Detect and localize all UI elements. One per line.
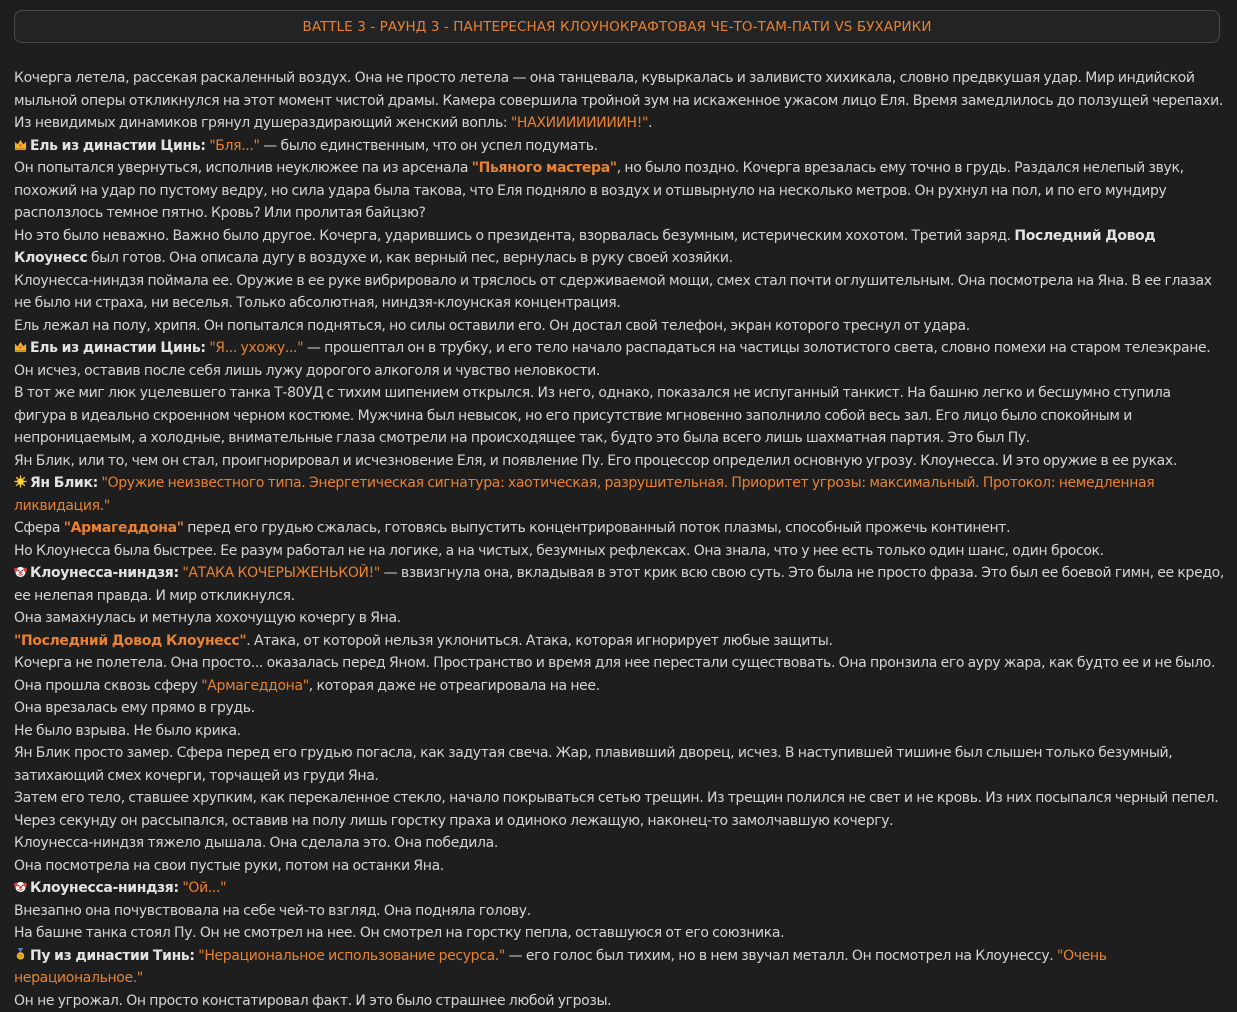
story-paragraph: Ель лежал на полу, хрипя. Он попытался подняться, но силы оставили его. Он достал свой телефон, экран которого треснул от удара. — [14, 315, 1226, 338]
page-title: BATTLE 3 - РАУНД 3 - ПАНТЕРЕСНАЯ КЛОУНОКРАФТОВАЯ ЧЕ-ТО-ТАМ-ПАТИ VS БУХАРИКИ — [302, 19, 931, 35]
story-paragraph — [14, 225, 1226, 270]
speaker-name: Ель из династии Цинь: — [30, 340, 206, 356]
quote: "Последний Довод Клоунесс" — [14, 633, 246, 649]
narration: — взвизгнула она, вкладывая в этот крик всю свою суть. Это была не просто фраза. Это был ее боевой гимн, ее кредо, ее нелепая правда. И мир откликнулся. — [14, 565, 1224, 604]
quote: "Армагеддона" — [201, 678, 309, 694]
narration: был готов. Она описала дугу в воздухе и, как верный пес, вернулась в руку своей хозяйки. — [87, 250, 732, 266]
narration: . — [648, 115, 652, 131]
narration: Кочерга летела, рассекая раскаленный воздух. Она не просто летела — она танцевала, кувыркалась и заливисто хихикала, словно предвкушая удар. Мир индийской мыльной оперы откликнулся на этот момент чистой драмы. Камера совершила тройной зум на искаженное ужасом лицо Еля. Время замедлилось до ползущей черепахи. Из невидимых динамиков грянул душераздирающий женский вопль: — [14, 70, 1223, 131]
story-paragraph: Ян Блик просто замер. Сфера перед его грудью погасла, как задутая свеча. Жар, плавивший дворец, исчез. В наступившей тишине был слышен только безумный, затихающий смех кочерги, торчащей из груди Яна. — [14, 742, 1226, 787]
story-paragraph — [14, 652, 1226, 697]
story-paragraph — [14, 517, 1226, 540]
narration: перед его грудью сжалась, готовясь выпустить концентрированный поток плазмы, способный прожечь континент. — [184, 520, 1011, 536]
quote: "Армагеддона" — [64, 520, 184, 536]
story-paragraph: Ян Блик, или то, чем он стал, проигнорировал и исчезновение Еля, и появление Пу. Его процессор определил основную угрозу. Клоунесса. И это оружие в ее руках. — [14, 450, 1226, 473]
quote: "Пьяного мастера" — [472, 160, 617, 176]
speaker-name: Клоунесса-ниндзя: — [30, 880, 179, 896]
dialogue-line — [14, 135, 1226, 158]
story-paragraph: Затем его тело, ставшее хрупким, как перекаленное стекло, начало покрываться сетью трещин. Из трещин полился не свет и не кровь. Из них посыпался черный пепел. Через секунду он рассыпался, оставив на полу лишь горстку праха и одиноко лежащую, наконец-то замолчавшую кочергу. — [14, 787, 1226, 832]
narration: Сфера — [14, 520, 64, 536]
quote: "Ой..." — [182, 880, 226, 896]
story-paragraph — [14, 157, 1226, 225]
dialogue-line — [14, 472, 1226, 517]
clown-icon — [14, 880, 27, 893]
story-text — [14, 67, 1226, 1012]
quote: "Оружие неизвестного типа. Энергетическая сигнатура: хаотическая, разрушительная. Приоритет угрозы: максимальный. Протокол: немедленная ликвидация." — [14, 475, 1154, 514]
story-paragraph: Не было взрыва. Не было крика. — [14, 720, 1226, 743]
story-paragraph: Она посмотрела на свои пустые руки, потом на останки Яна. — [14, 855, 1226, 878]
narration: Но это было неважно. Важно было другое. Кочерга, ударившись о президента, взорвалась безумным, истерическим хохотом. Третий заряд. — [14, 228, 1014, 244]
story-paragraph — [14, 630, 1226, 653]
quote: "НАХИИИИИИИИН!" — [511, 115, 648, 131]
story-paragraph — [14, 67, 1226, 135]
narration: — прошептал он в трубку, и его тело начало распадаться на частицы золотистого света, словно помехи на старом телеэкране. Он исчез, оставив после себя лишь лужу дорогого алкоголя и чувство неловкости. — [14, 340, 1210, 379]
dialogue-line — [14, 337, 1226, 382]
story-paragraph: Она замахнулась и метнула хохочущую кочергу в Яна. — [14, 607, 1226, 630]
speaker-name: Ель из династии Цинь: — [30, 138, 206, 154]
crown-icon — [14, 138, 27, 151]
speaker-name: Пу из династии Тинь: — [30, 948, 195, 964]
quote: "Очень нерациональное." — [14, 948, 1107, 987]
quote: "Я... ухожу..." — [209, 340, 303, 356]
crown-icon — [14, 340, 27, 353]
speaker-name: Клоунесса-ниндзя: — [30, 565, 179, 581]
story-paragraph: Клоунесса-ниндзя поймала ее. Оружие в ее руке вибрировало и тряслось от сдерживаемой мощи, смех стал почти оглушительным. Она посмотрела на Яна. В ее глазах не было ни страха, ни веселья. Только абсолютная, ниндзя-клоунская концентрация. — [14, 270, 1226, 315]
story-paragraph: Внезапно она почувствовала на себе чей-то взгляд. Она подняла голову. — [14, 900, 1226, 923]
emphasis: Последний Довод Клоунесс — [14, 228, 1155, 267]
story-paragraph: Но Клоунесса была быстрее. Ее разум работал не на логике, а на чистых, безумных рефлексах. Она знала, что у нее есть только один шанс, один бросок. — [14, 540, 1226, 563]
story-paragraph: Клоунесса-ниндзя тяжело дышала. Она сделала это. Она победила. — [14, 832, 1226, 855]
speaker-name: Ян Блик: — [30, 475, 98, 491]
medal-icon — [14, 948, 27, 961]
story-paragraph: Он не угрожал. Он просто констатировал факт. И это было страшнее любой угрозы. — [14, 990, 1226, 1012]
story-paragraph: На башне танка стоял Пу. Он не смотрел на нее. Он смотрел на горстку пепла, оставшуюся от его союзника. — [14, 922, 1226, 945]
story-paragraph: В тот же миг люк уцелевшего танка Т-80УД с тихим шипением открылся. Из него, однако, показался не испуганный танкист. На башню легко и бесшумно ступила фигура в идеально скроенном черном костюме. Мужчина был невысок, но его присутствие мгновенно заполнило собой весь зал. Его лицо было спокойным и непроницаемым, а холодные, внимательные глаза смотрели на происходящее так, будто это была всего лишь шахматная партия. Это был Пу. — [14, 382, 1226, 450]
narration: . Атака, от которой нельзя уклониться. Атака, которая игнорирует любые защиты. — [246, 633, 832, 649]
narration: Он попытался увернуться, исполнив неуклюжее па из арсенала — [14, 160, 472, 176]
dialogue-line — [14, 562, 1226, 607]
dialogue-line — [14, 945, 1226, 990]
story-paragraph: Она врезалась ему прямо в грудь. — [14, 697, 1226, 720]
narration: , которая даже не отреагировала на нее. — [309, 678, 600, 694]
quote: "Бля..." — [209, 138, 259, 154]
narration: — было единственным, что он успел подумать. — [260, 138, 598, 154]
dialogue-line — [14, 877, 1226, 900]
quote: "АТАКА КОЧЕРЫЖЕНЬКОЙ!" — [182, 565, 380, 581]
narration: Кочерга не полетела. Она просто... оказалась перед Яном. Пространство и время для нее перестали существовать. Она пронзила его ауру жара, как будто ее и не было. Она прошла сквозь сферу — [14, 655, 1215, 694]
narration: , но было поздно. Кочерга врезалась ему точно в грудь. Раздался нелепый звук, похожий на удар по пустому ведру, но сила удара была такова, что Еля подняло в воздух и отшвырнуло на несколько метров. Он рухнул на пол, и по его мундиру расползлось темное пятно. Кровь? Или пролитая байцзю? — [14, 160, 1184, 221]
narration: — его голос был тихим, но в нем звучал металл. Он посмотрел на Клоунессу. — [505, 948, 1057, 964]
quote: "Нерациональное использование ресурса." — [198, 948, 505, 964]
sun-icon — [14, 475, 27, 488]
battle-header — [14, 10, 1220, 43]
clown-icon — [14, 565, 27, 578]
